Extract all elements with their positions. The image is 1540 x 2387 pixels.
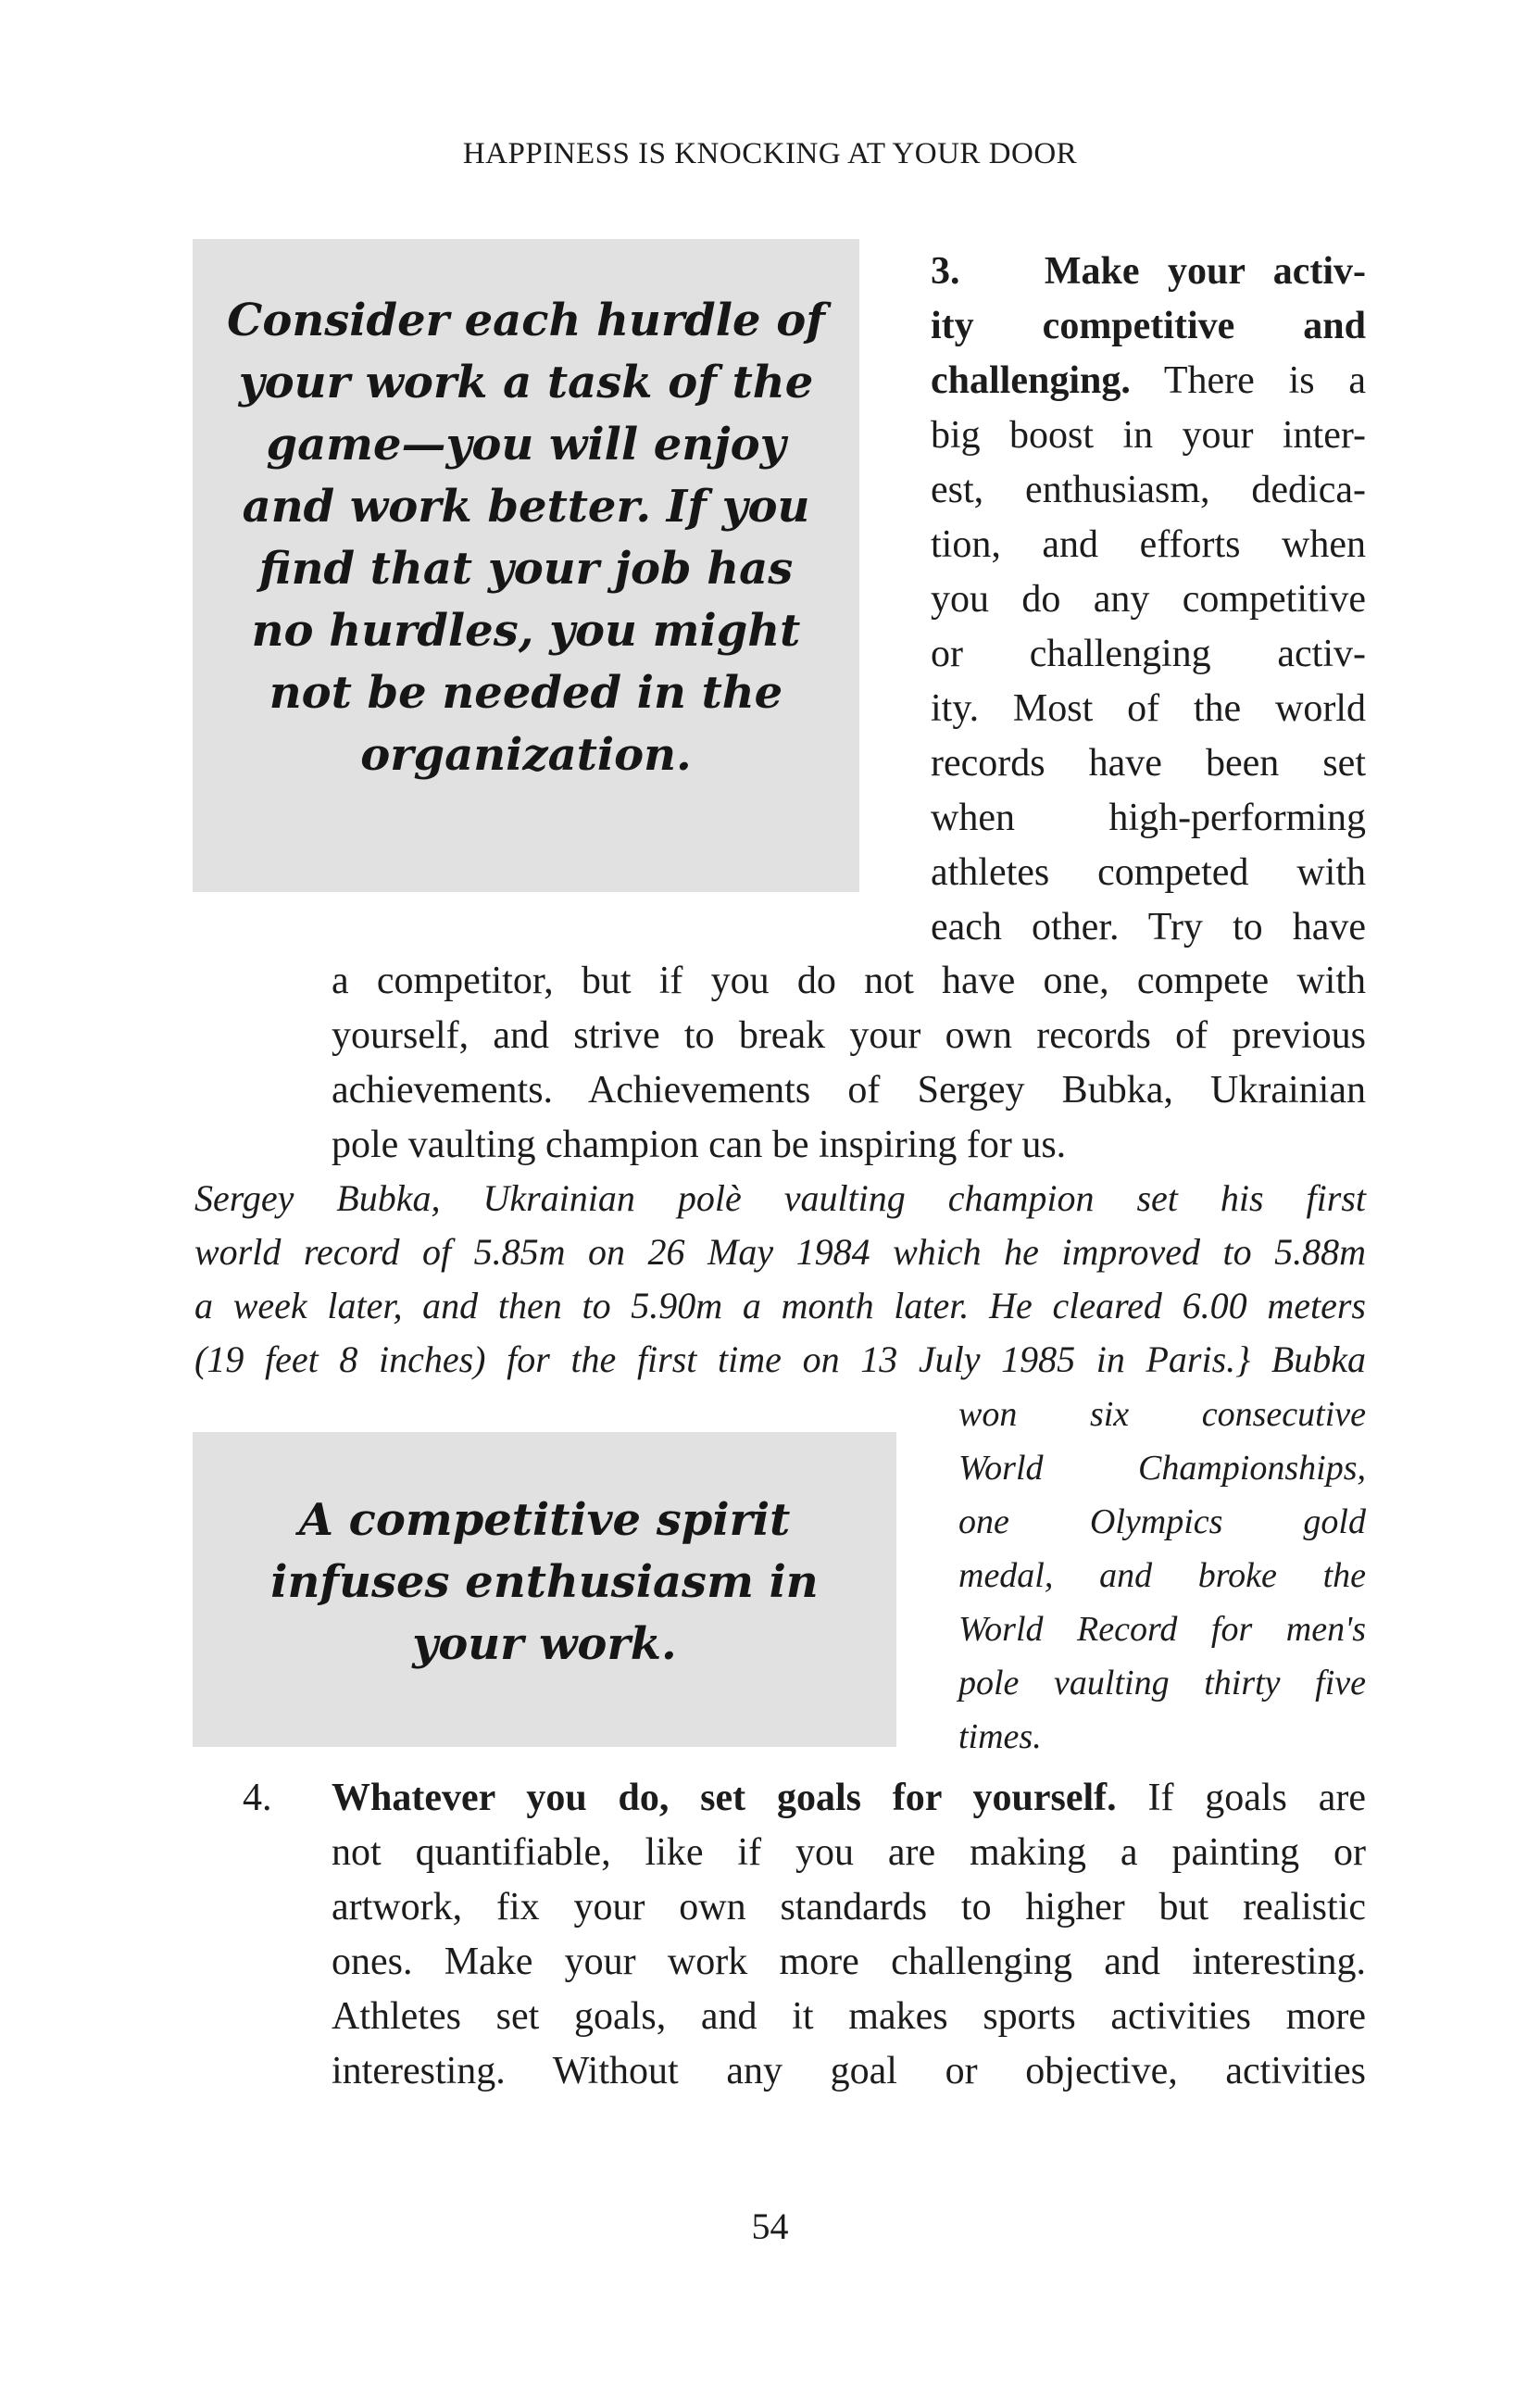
text-line: interesting. Without any goal or objective, activities xyxy=(332,2050,1366,2092)
pullquote-line: game—you will enjoy xyxy=(266,419,786,471)
caption-block xyxy=(194,1172,1366,1387)
caption-column xyxy=(958,1388,1366,1764)
caption-line: pole vaulting thirty five xyxy=(958,1664,1366,1702)
caption-line: World Championships, xyxy=(958,1449,1366,1488)
text-line: tion, and efforts when xyxy=(931,523,1366,566)
text-line: each other. Try to have xyxy=(931,906,1366,949)
text-line xyxy=(931,245,1366,299)
caption-line: Sergey Bubka, Ukrainian polè vaulting champion set his first xyxy=(194,1177,1366,1219)
text-line: ones. Make your work more challenging and interesting. xyxy=(332,1941,1366,1983)
pullquote-line: no hurdles, you might xyxy=(251,605,801,657)
running-head: HAPPINESS IS KNOCKING AT YOUR DOOR xyxy=(462,137,1078,170)
item-3-column xyxy=(931,245,1366,955)
caption-line: won six consecutive xyxy=(958,1395,1366,1434)
text-line: est, enthusiasm, dedica- xyxy=(931,469,1366,511)
item-3-continuation xyxy=(332,954,1366,1173)
text-line: achievements. Achievements of Sergey Bubka, Ukrainian xyxy=(332,1069,1366,1112)
pullquote-text xyxy=(220,1489,869,1676)
text-line: pole vaulting champion can be inspiring for us. xyxy=(332,1124,1067,1166)
text-line: Athletes set goals, and it makes sports activities more xyxy=(332,1995,1366,2038)
text-fragment: If goals are xyxy=(1116,1777,1366,1819)
pullquote-text xyxy=(220,290,832,786)
pullquote-line: A competitive spirit xyxy=(298,1494,791,1546)
pullquote-line: not be needed in the xyxy=(269,667,783,719)
item-3-heading: ity competitive and xyxy=(931,305,1366,347)
item-3-heading: challenging. xyxy=(931,359,1131,402)
item-3-heading: Make your activ- xyxy=(1044,250,1367,293)
text-line: yourself, and strive to break your own records of previous xyxy=(332,1014,1366,1057)
pullquote-box xyxy=(193,1432,896,1747)
caption-line: medal, and broke the xyxy=(958,1556,1366,1595)
text-line: ity. Most of the world xyxy=(931,687,1366,730)
text-line: artwork, fix your own standards to higher but realistic xyxy=(332,1886,1366,1928)
pullquote-line: infuses enthusiasm in xyxy=(270,1556,819,1608)
pullquote-box xyxy=(193,239,859,892)
caption-line: World Record for men's xyxy=(958,1610,1366,1649)
caption-line: times. xyxy=(958,1717,1042,1756)
pullquote-line: organization. xyxy=(360,729,692,781)
list-number: 3. xyxy=(931,250,960,293)
text-line: when high-performing xyxy=(931,797,1366,839)
text-fragment: There is a xyxy=(1130,359,1366,402)
text-line: athletes competed with xyxy=(931,851,1366,894)
pullquote-line: your work. xyxy=(412,1618,677,1670)
text-line: not quantifiable, like if you are making a painting or xyxy=(332,1831,1366,1874)
text-line xyxy=(332,1771,1366,1826)
page-number: 54 xyxy=(751,2205,789,2247)
list-number: 4. xyxy=(243,1777,272,1819)
pullquote-line: find that your job has xyxy=(258,543,794,595)
text-line xyxy=(931,354,1366,408)
caption-line: a week later, and then to 5.90m a month later. He cleared 6.00 meters xyxy=(194,1285,1366,1326)
text-line: a competitor, but if you do not have one, compete with xyxy=(332,960,1366,1002)
text-line: big boost in your inter- xyxy=(931,414,1366,457)
item-4-body xyxy=(332,1771,1366,2099)
text-line: you do any competitive xyxy=(931,578,1366,621)
pullquote-line: and work better. If you xyxy=(242,481,810,533)
pullquote-line: Consider each hurdle of xyxy=(227,295,825,346)
text-line: or challenging activ- xyxy=(931,633,1366,675)
text-line: records have been set xyxy=(931,742,1366,785)
caption-line: world record of 5.85m on 26 May 1984 which he improved to 5.88m xyxy=(194,1231,1366,1273)
caption-line: one Olympics gold xyxy=(958,1502,1366,1541)
item-4-heading: Whatever you do, set goals for yourself. xyxy=(332,1777,1117,1819)
caption-line: (19 feet 8 inches) for the first time on 13 July 1985 in Paris.} Bubka xyxy=(194,1338,1366,1380)
pullquote-line: your work a task of the xyxy=(238,357,814,408)
